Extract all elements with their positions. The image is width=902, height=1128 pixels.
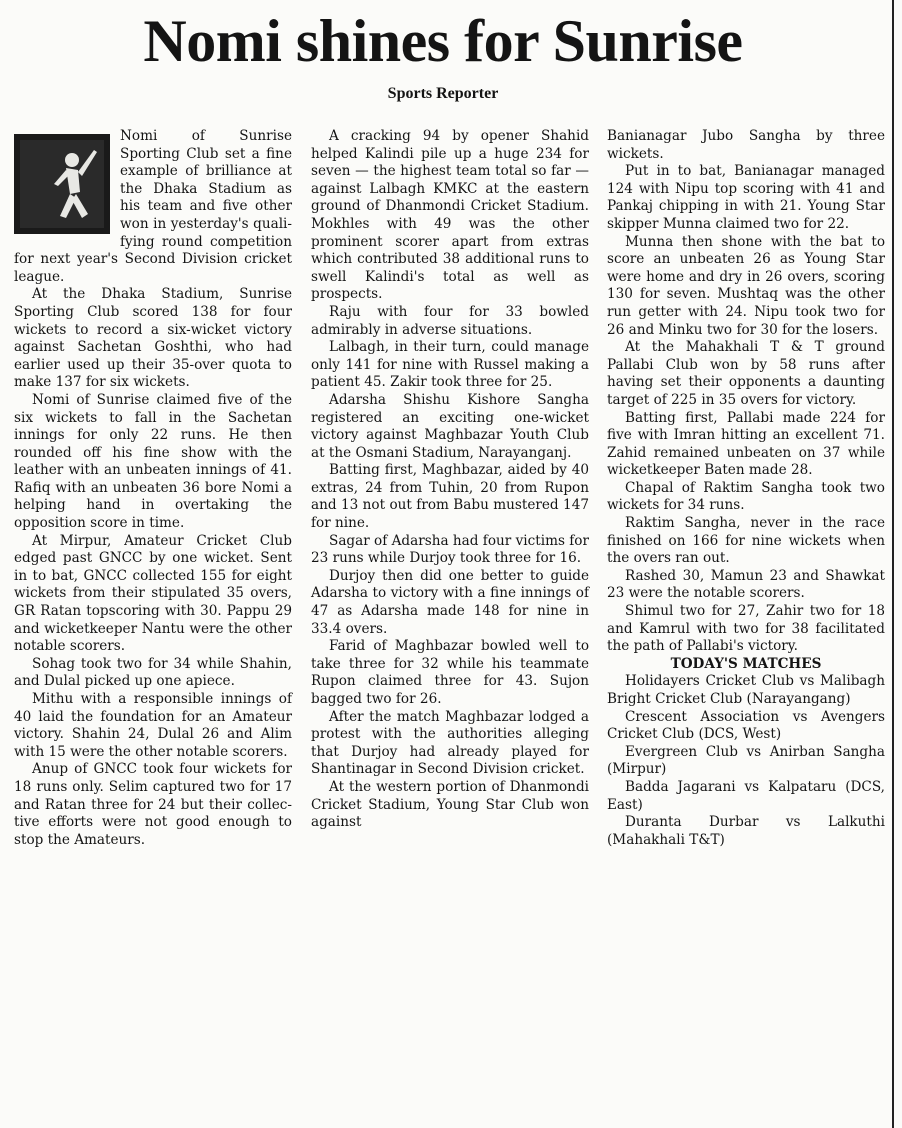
paragraph: Put in to bat, Banianagar managed 124 with Nipu top scoring with 41 and Pankaj chipping in with 21. Young Star skipper Munna claimed two for 22. [607, 163, 885, 232]
paragraph: Sagar of Adarsha had four victims for 23 runs while Durjoy took three for 16. [311, 532, 589, 567]
fixture-item: Badda Jagarani vs Kalpataru (DCS, East) [607, 778, 885, 813]
paragraph: At the Mahakhali T & T ground Pallabi Club won by 58 runs after having set their opponents a daunting target of 225 in 35 overs for victory. [607, 339, 885, 408]
paragraph: Batting first, Pallabi made 224 for five with Imran hitting an excellent 71. Zahid remained unbeaten on 37 while wicketkeeper Baten made 28. [607, 409, 885, 479]
paragraph: Lalbagh, in their turn, could manage only 141 for nine with Russel making a patient 45. Zakir took three for 25. [311, 339, 589, 391]
fixture-item: Holidayers Cricket Club vs Malibagh Bright Cricket Club (Narayangang) [607, 673, 885, 707]
fixture-item: Duranta Durbar vs Lalkuthi (Mahakhali T&T) [607, 814, 885, 848]
headline: Nomi shines for Sunrise [143, 8, 743, 74]
column-rule [892, 0, 894, 1128]
batsman-silhouette-icon [20, 140, 104, 228]
paragraph: Batting first, Maghbazar, aided by 40 extras, 24 from Tuhin, 20 from Rupon and 13 not out from Babu mustered 147 for nine. [311, 462, 589, 532]
paragraph: Adarsha Shishu Kishore Sangha registered an exciting one-wicket victory against Maghbazar Youth Club at the Osmani Stadium, Narayanganj. [311, 391, 589, 461]
article-column-1 [14, 128, 292, 849]
todays-matches-heading: TODAY'S MATCHES [670, 655, 822, 672]
fixture-item: Evergreen Club vs Anirban Sangha (Mirpur) [607, 743, 885, 778]
paragraph: Farid of Maghbazar bowled well to take three for 32 while his teammate Rupon claimed three for 43. Sujon bagged two for 26. [311, 638, 589, 707]
paragraph: At Mirpur, Amateur Cricket Club edged past GNCC by one wicket. Sent in to bat, GNCC collected 155 for eight wickets from their stipulated 35 overs, GR Ratan topscoring with 30. Pappu 29 and wicketkeeper Nantu were the other notable scorers. [14, 532, 292, 655]
paragraph: Nomi of Sunrise claimed five of the six wickets to fall in the Sachetan innings for only 22 runs. He then rounded off his fine show with the leather with an unbeaten innings of 41. Rafiq with an unbeaten 36 bore Nomi a helping hand in overtaking the opposition score in time. [14, 391, 292, 532]
paragraph: Rashed 30, Mamun 23 and Shawkat 23 were the notable scorers. [607, 567, 885, 602]
paragraph: At the Dhaka Stadium, Sunrise Sporting Club scored 138 for four wickets to record a six-wicket victory against Sachetan Goshthi, who had earlier used up their 35-over quota to make 137 for six wickets. [14, 286, 292, 391]
paragraph: At the western portion of Dhanmondi Cricket Stadium, Young Star Club won against [311, 778, 589, 831]
fixtures-list [607, 673, 885, 849]
paragraph: Nomi of Sunrise Sporting Club set a fine example of brilliance at the Dhaka Stadium as his team and five other won in yesterday's qualifying round competition for next year's Second Division cricket league. [14, 128, 292, 285]
fixture-item: Crescent Association vs Avengers Cricket Club (DCS, West) [607, 708, 885, 743]
paragraph: Sohag took two for 34 while Shahin, and Dulal picked up one apiece. [14, 655, 292, 690]
paragraph: Raktim Sangha, never in the race finished on 166 for nine wickets when the overs ran out. [607, 515, 885, 567]
paragraph: After the match Maghbazar lodged a protest with the authorities alleging that Durjoy had already played for Shantinagar in Second Division cricket. [311, 708, 589, 778]
paragraph: A cracking 94 by opener Shahid helped Kalindi pile up a huge 234 for seven — the highest team total so far — against Lalbagh KMKC at the eastern ground of Dhanmondi Cricket Stadium. Mokhles with 49 was the other prominent scorer apart from extras which contributed 38 additional runs to swell Kalindi's total as well as prospects. [311, 128, 589, 303]
paragraph: Chapal of Raktim Sangha took two wickets for 34 runs. [607, 479, 885, 514]
article-column-2 [311, 128, 589, 832]
player-photo [14, 134, 110, 234]
article-column-3 [607, 128, 885, 849]
paragraph: Raju with four for 33 bowled admirably in adverse situations. [311, 303, 589, 338]
paragraph: Munna then shone with the bat to score an unbeaten 26 as Young Star were home and dry in 26 overs, scoring 130 for seven. Mushtaq was the other run getter with 24. Nipu took two for 26 and Minku two for 30 for the losers. [607, 233, 885, 338]
byline: Sports Reporter [387, 85, 499, 102]
paragraph: Banianagar Jubo Sangha by three wickets. [607, 128, 885, 162]
paragraph: Shimul two for 27, Zahir two for 18 and Kamrul with two for 38 facilitated the path of Pallabi's victory. [607, 603, 885, 655]
paragraph: Durjoy then did one better to guide Adarsha to victory with a fine innings of 47 as Adarsha made 148 for nine in 33.4 overs. [311, 567, 589, 637]
paragraph: Mithu with a responsible innings of 40 laid the foundation for an Amateur victory. Shahin 24, Dulal 26 and Alim with 15 were the other notable scorers. [14, 691, 292, 760]
paragraph: Anup of GNCC took four wickets for 18 runs only. Selim captured two for 17 and Ratan three for 24 but their collective efforts were not good enough to stop the Amateurs. [14, 761, 292, 848]
